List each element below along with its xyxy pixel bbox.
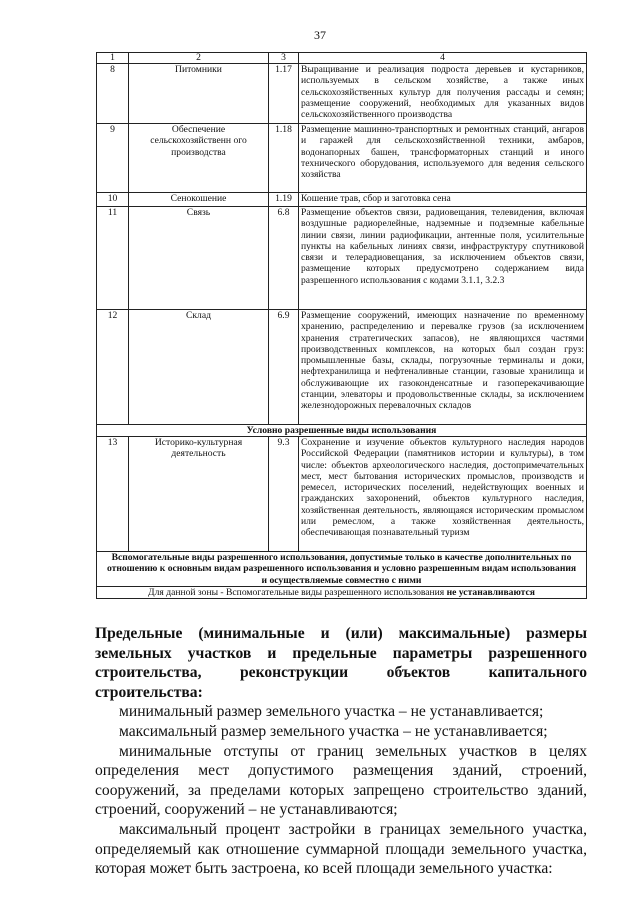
row-number: 12 bbox=[97, 310, 129, 425]
table-row bbox=[97, 64, 587, 124]
table-row bbox=[97, 193, 587, 207]
table-row bbox=[97, 437, 587, 552]
conditional-section-row bbox=[97, 425, 587, 437]
use-description: Выращивание и реализация подроста деревьев и кустарников, используемых в сельском хозяйстве, а также иных сельскохозяйственных культур для получения рассады и семян; размещение сооружений, необходимых для указанных видов сельскохозяйственного производства bbox=[299, 64, 587, 124]
conditional-section-title: Условно разрешенные виды использования bbox=[97, 425, 587, 437]
use-name: Обеспечение сельскохозяйственн ого производства bbox=[129, 124, 269, 193]
row-number: 10 bbox=[97, 193, 129, 207]
row-number: 13 bbox=[97, 437, 129, 552]
table-row bbox=[97, 207, 587, 310]
paragraph: максимальный процент застройки в границах земельного участка, определяемый как отношение суммарной площади земельного участка, которая может быть застроена, ко всей площади земельного участка: bbox=[95, 820, 587, 878]
use-description: Размещение машинно-транспортных и ремонтных станций, ангаров и гаражей для сельскохозяйственной техники, амбаров, водонапорных башен, трансформаторных станций и иного технического оборудования, используемого для ведения сельского хозяйства bbox=[299, 124, 587, 193]
use-description: Сохранение и изучение объектов культурного наследия народов Российской Федерации (памятников истории и культуры), в том числе: объектов археологического наследия, достопримечательных мест, мест бытования исторических промыслов, производств и ремесел, исторических поселений, недействующих военных и гражданских захоронений, объектов культурного наследия, хозяйственная деятельность, являющаяся историческим промыслом или ремеслом, а также хозяйственная деятельность, обеспечивающая познавательный туризм bbox=[299, 437, 587, 552]
use-code: 6.9 bbox=[269, 310, 299, 425]
parameters-heading: Предельные (минимальные и (или) максимальные) размеры земельных участков и предельные параметры разрешенного строительства, реконструкции объектов капитального строительства: bbox=[95, 625, 587, 701]
header-cell: 3 bbox=[269, 53, 299, 64]
paragraph: максимальный размер земельного участка – не устанавливается; bbox=[119, 722, 548, 740]
land-use-table bbox=[96, 52, 587, 599]
use-code: 1.19 bbox=[269, 193, 299, 207]
row-number: 9 bbox=[97, 124, 129, 193]
use-code: 1.17 bbox=[269, 64, 299, 124]
auxiliary-section-title: Вспомогательные виды разрешенного использования, допустимые только в качестве дополнительных по отношению к основным видам разрешенного использования и условно разрешенным видам использования и осуществляемые совместно с ними bbox=[97, 552, 587, 587]
paragraph: минимальные отступы от границ земельных участков в целях определения мест допустимого размещения зданий, строений, сооружений, за пределами которых запрещено строительство зданий, строений, сооружений – не устанавливаются; bbox=[95, 742, 587, 819]
auxiliary-note-text: Для данной зоны - Вспомогательные виды разрешенного использования bbox=[148, 586, 447, 598]
table-row bbox=[97, 124, 587, 193]
use-description: Размещение объектов связи, радиовещания, телевидения, включая воздушные радиорелейные, надземные и подземные кабельные линии связи, линии радиофикации, антенные поля, усилительные пункты на кабельных линиях связи, инфраструктуру спутниковой связи и телерадиовещания, за исключением объектов связи, размещение которых предусмотрено содержанием вида разрешенного использования с кодами 3.1.1, 3.2.3 bbox=[299, 207, 587, 310]
use-name: Питомники bbox=[129, 64, 269, 124]
page-number: 37 bbox=[314, 28, 326, 42]
use-description: Размещение сооружений, имеющих назначение по временному хранению, распределению и перевалке грузов (за исключением хранения стратегических запасов), не являющихся частями производственных комплексов, на которых был создан груз: промышленные базы, склады, погрузочные терминалы и доки, нефтехранилища и нефтеналивные станции, газовые хранилища и обслуживающие их газоконденсатные и газоперекачивающие станции, элеваторы и продовольственные склады, за исключением железнодорожных перевалочных складов bbox=[299, 310, 587, 425]
table-header-row bbox=[97, 53, 587, 64]
auxiliary-section-row bbox=[97, 552, 587, 587]
header-cell: 2 bbox=[129, 53, 269, 64]
table-row bbox=[97, 310, 587, 425]
auxiliary-note bbox=[97, 586, 587, 598]
header-cell: 4 bbox=[299, 53, 587, 64]
auxiliary-note-emphasis: не устанавливаются bbox=[446, 586, 535, 598]
row-number: 11 bbox=[97, 207, 129, 310]
use-name: Связь bbox=[129, 207, 269, 310]
use-code: 6.8 bbox=[269, 207, 299, 310]
use-name: Сенокошение bbox=[129, 193, 269, 207]
header-cell: 1 bbox=[97, 53, 129, 64]
use-code: 9.3 bbox=[269, 437, 299, 552]
use-code: 1.18 bbox=[269, 124, 299, 193]
paragraph: минимальный размер земельного участка – не устанавливается; bbox=[119, 703, 544, 721]
row-number: 8 bbox=[97, 64, 129, 124]
parameters-section bbox=[95, 624, 587, 879]
use-name: Историко-культурная деятельность bbox=[129, 437, 269, 552]
use-name: Склад bbox=[129, 310, 269, 425]
auxiliary-note-row bbox=[97, 586, 587, 598]
use-description: Кошение трав, сбор и заготовка сена bbox=[299, 193, 587, 207]
